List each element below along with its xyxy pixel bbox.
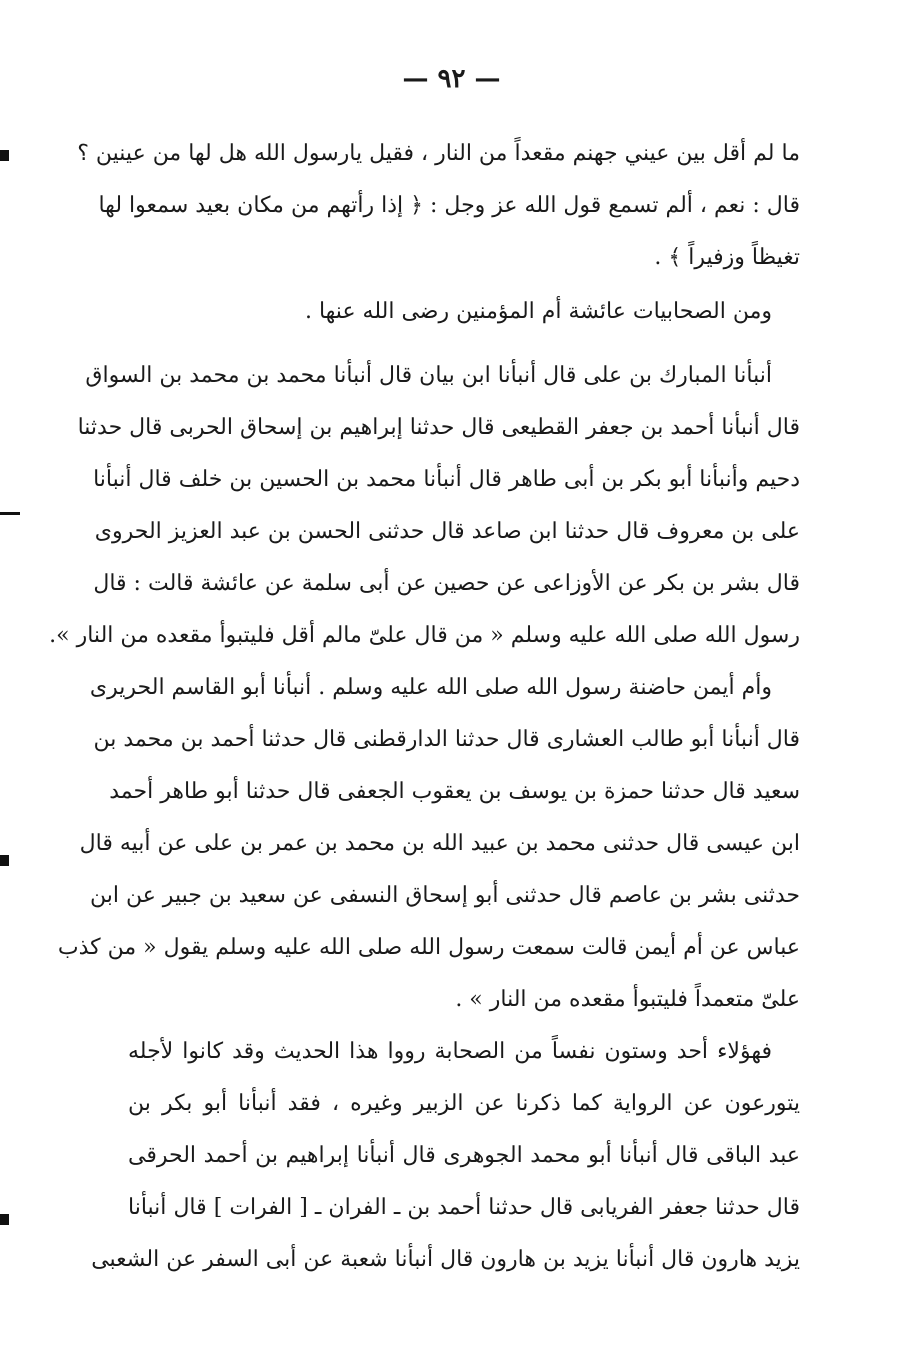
- text-line: رسول الله صلى الله عليه وسلم « من قال علىّ مالم أقل فليتبوأ مقعده من النار ».: [49, 623, 800, 648]
- text-line: فهؤلاء أحد وستون نفساً من الصحابة رووا هذا الحديث وقد كانوا لأجله: [128, 1039, 772, 1064]
- text-line: عبد الباقى قال أنبأنا أبو محمد الجوهرى قال أنبأنا إبراهيم بن أحمد الحرقى: [128, 1143, 800, 1168]
- paragraph-5: [91, 1026, 800, 1286]
- text-line: على بن معروف قال حدثنا ابن صاعد قال حدثنى الحسن بن عبد العزيز الحروى: [94, 519, 800, 544]
- text-line: قال أنبأنا أبو طالب العشارى قال حدثنا الدارقطنى قال حدثنا أحمد بن محمد بن: [93, 727, 800, 752]
- scan-edge-mark: [0, 1214, 9, 1225]
- text-line: ومن الصحابيات عائشة أم المؤمنين رضى الله عنها .: [304, 299, 772, 324]
- paragraph-1: [77, 128, 800, 284]
- text-line: ما لم أقل بين عيني جهنم مقعداً من النار ، فقيل يارسول الله هل لها من عينين ؟: [77, 141, 800, 166]
- text-line: وأم أيمن حاضنة رسول الله صلى الله عليه وسلم . أنبأنا أبو القاسم الحريرى: [89, 675, 772, 700]
- scan-edge-mark: [0, 150, 9, 161]
- page-number: — ٩٢ —: [402, 64, 501, 94]
- scan-edge-mark: [0, 512, 20, 515]
- paragraph-2: [128, 286, 800, 338]
- text-line: حدثنى بشر بن عاصم قال حدثنى أبو إسحاق النسفى عن سعيد بن جبير عن ابن: [89, 883, 800, 908]
- text-line: أنبأنا المبارك بن على قال أنبأنا ابن بيان قال أنبأنا محمد بن محمد بن السواق: [85, 363, 772, 388]
- text-line: قال بشر بن بكر عن الأوزاعى عن حصين عن أبى سلمة عن عائشة قالت : قال: [93, 571, 800, 596]
- scan-edge-mark: [0, 855, 9, 866]
- text-line: قال أنبأنا أحمد بن جعفر القطيعى قال حدثنا إبراهيم بن إسحاق الحربى قال حدثنا: [77, 415, 800, 440]
- paragraph-3: [49, 350, 800, 662]
- text-line: سعيد قال حدثنا حمزة بن يوسف بن يعقوب الجعفى قال حدثنا أبو طاهر أحمد: [109, 779, 800, 804]
- text-line: تغيظاً وزفيراً ﴾ .: [654, 245, 800, 270]
- text-line: علىّ متعمداً فليتبوأ مقعده من النار » .: [455, 987, 800, 1012]
- text-line: قال : نعم ، ألم تسمع قول الله عز وجل : ﴿ إذا رأتهم من مكان بعيد سمعوا لها: [98, 193, 800, 218]
- text-line: ابن عيسى قال حدثنى محمد بن عبيد الله بن محمد بن عمر بن على عن أبيه قال: [79, 831, 800, 856]
- text-line: عباس عن أم أيمن قالت سمعت رسول الله صلى الله عليه وسلم يقول « من كذب: [57, 935, 800, 960]
- text-line: دحيم وأنبأنا أبو بكر بن أبى طاهر قال أنبأنا محمد بن الحسين بن خلف قال أنبأنا: [93, 467, 800, 492]
- text-line: يتورعون عن الرواية كما ذكرنا عن الزبير وغيره ، فقد أنبأنا أبو بكر بن: [128, 1091, 800, 1116]
- text-line: يزيد هارون قال أنبأنا يزيد بن هارون قال أنبأنا شعبة عن أبى السفر عن الشعبى: [91, 1247, 800, 1272]
- paragraph-4: [57, 662, 800, 1026]
- text-line: قال حدثنا جعفر الفريابى قال حدثنا أحمد بن ـ الفران ـ [ الفرات ] قال أنبأنا: [128, 1195, 800, 1220]
